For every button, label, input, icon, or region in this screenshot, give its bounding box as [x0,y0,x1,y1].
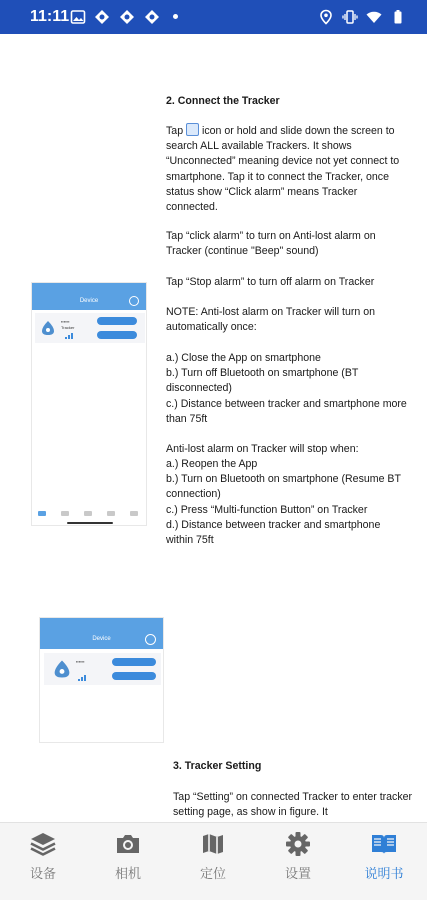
paragraph-alarm-stop: Anti-lost alarm on Tracker will stop when: [166,443,359,455]
nav-label: 设备 [29,867,56,882]
book-icon [370,831,398,857]
gear-icon [284,831,312,857]
list-alarm-off [166,457,410,548]
tracker-icon [51,658,73,680]
phone-header: Device [32,293,146,310]
phone-header: Device [40,630,163,649]
more-notifications-dot [173,14,178,19]
tracker-card [35,313,145,343]
list-item: b.) Turn on Bluetooth on smartphone (Resume BT connection) [166,473,401,501]
status-bar [0,0,427,34]
phone-status-bar [40,618,163,630]
section-heading-setting: 3. Tracker Setting [173,760,262,772]
home-indicator [67,522,113,524]
battery-icon [390,9,406,25]
search-device-icon [186,123,199,136]
alarm-button [112,672,156,680]
signal-icon [65,333,75,339]
list-item: c.) Distance between tracker and smartphone more than 75ft [166,397,407,425]
tab-icon [84,511,92,516]
tab-icon [107,511,115,516]
nav-item-settings[interactable] [263,831,333,893]
phone-status-bar [32,283,146,293]
manual-document[interactable] [0,34,427,822]
paragraph-text: Tap [166,125,184,137]
tab-icon [130,511,138,516]
tracker-icon [39,319,57,337]
list-alarm-on [166,351,410,427]
app-screenshot-device-connected [39,617,164,743]
list-item: d.) Distance between tracker and smartphone within 75ft [166,518,381,547]
tracker-card [44,653,161,685]
nav-label: 定位 [199,867,226,882]
list-item: a.) Close the App on smartphone [166,352,321,364]
setting-button [112,658,156,666]
app-screenshot-device-list [31,282,147,526]
signal-icon [78,675,88,681]
tracker-label: Tracker [61,325,75,330]
tracker-name-placeholder: ▪▪▪▪▪▪ [61,319,70,324]
nav-label: 设置 [284,867,311,882]
paragraph-text: icon or hold and slide down the screen to search ALL available Trackers. It shows “Unconnected” meaning device not yet connect to smartphone. Tap it to connect the Tracker, once status show “Click alarm” means Tracker connected. [166,125,400,214]
nav-item-camera[interactable] [93,831,163,893]
status-time: 11:11 [30,8,70,25]
list-item: c.) Press “Multi-function Button” on Tracker [166,503,368,516]
tab-icon [61,511,69,516]
nav-item-manual[interactable] [349,831,419,893]
nav-item-location[interactable] [178,831,248,893]
setting-button [97,317,137,325]
image-icon [70,9,86,25]
bottom-navigation [0,822,427,900]
paragraph-click-alarm: Tap “click alarm” to turn on Anti-lost alarm on Tracker (continue "Beep" sound) [166,230,376,258]
list-item: b.) Turn off Bluetooth on smartphone (BT disconnected) [166,367,359,395]
list-item: a.) Reopen the App [166,458,258,470]
app-notification-icon [144,9,160,25]
tracker-name-placeholder: ▪▪▪▪▪▪ [76,659,85,664]
app-notification-icon [119,9,135,25]
paragraph-stop-alarm: Tap “Stop alarm” to turn off alarm on Tracker [166,276,375,288]
nav-label: 相机 [114,867,141,882]
tab-icon [38,511,46,516]
layers-icon [29,831,57,857]
add-device-icon [129,296,139,306]
wifi-icon [366,9,382,25]
location-icon [318,9,334,25]
nav-item-devices[interactable] [8,831,78,893]
alarm-button [97,331,137,339]
section-heading-connect: 2. Connect the Tracker [166,95,280,107]
paragraph-search-trackers [166,123,410,215]
paragraph-note: NOTE: Anti-lost alarm on Tracker will turn on automatically once: [166,306,375,334]
map-icon [199,831,227,857]
vibrate-icon [342,9,358,25]
nav-label: 说明书 [364,867,404,882]
add-device-icon [145,634,156,645]
app-notification-icon [94,9,110,25]
camera-icon [114,831,142,857]
paragraph-setting: Tap “Setting” on connected Tracker to enter tracker setting page, as show in figure. It [173,791,413,819]
